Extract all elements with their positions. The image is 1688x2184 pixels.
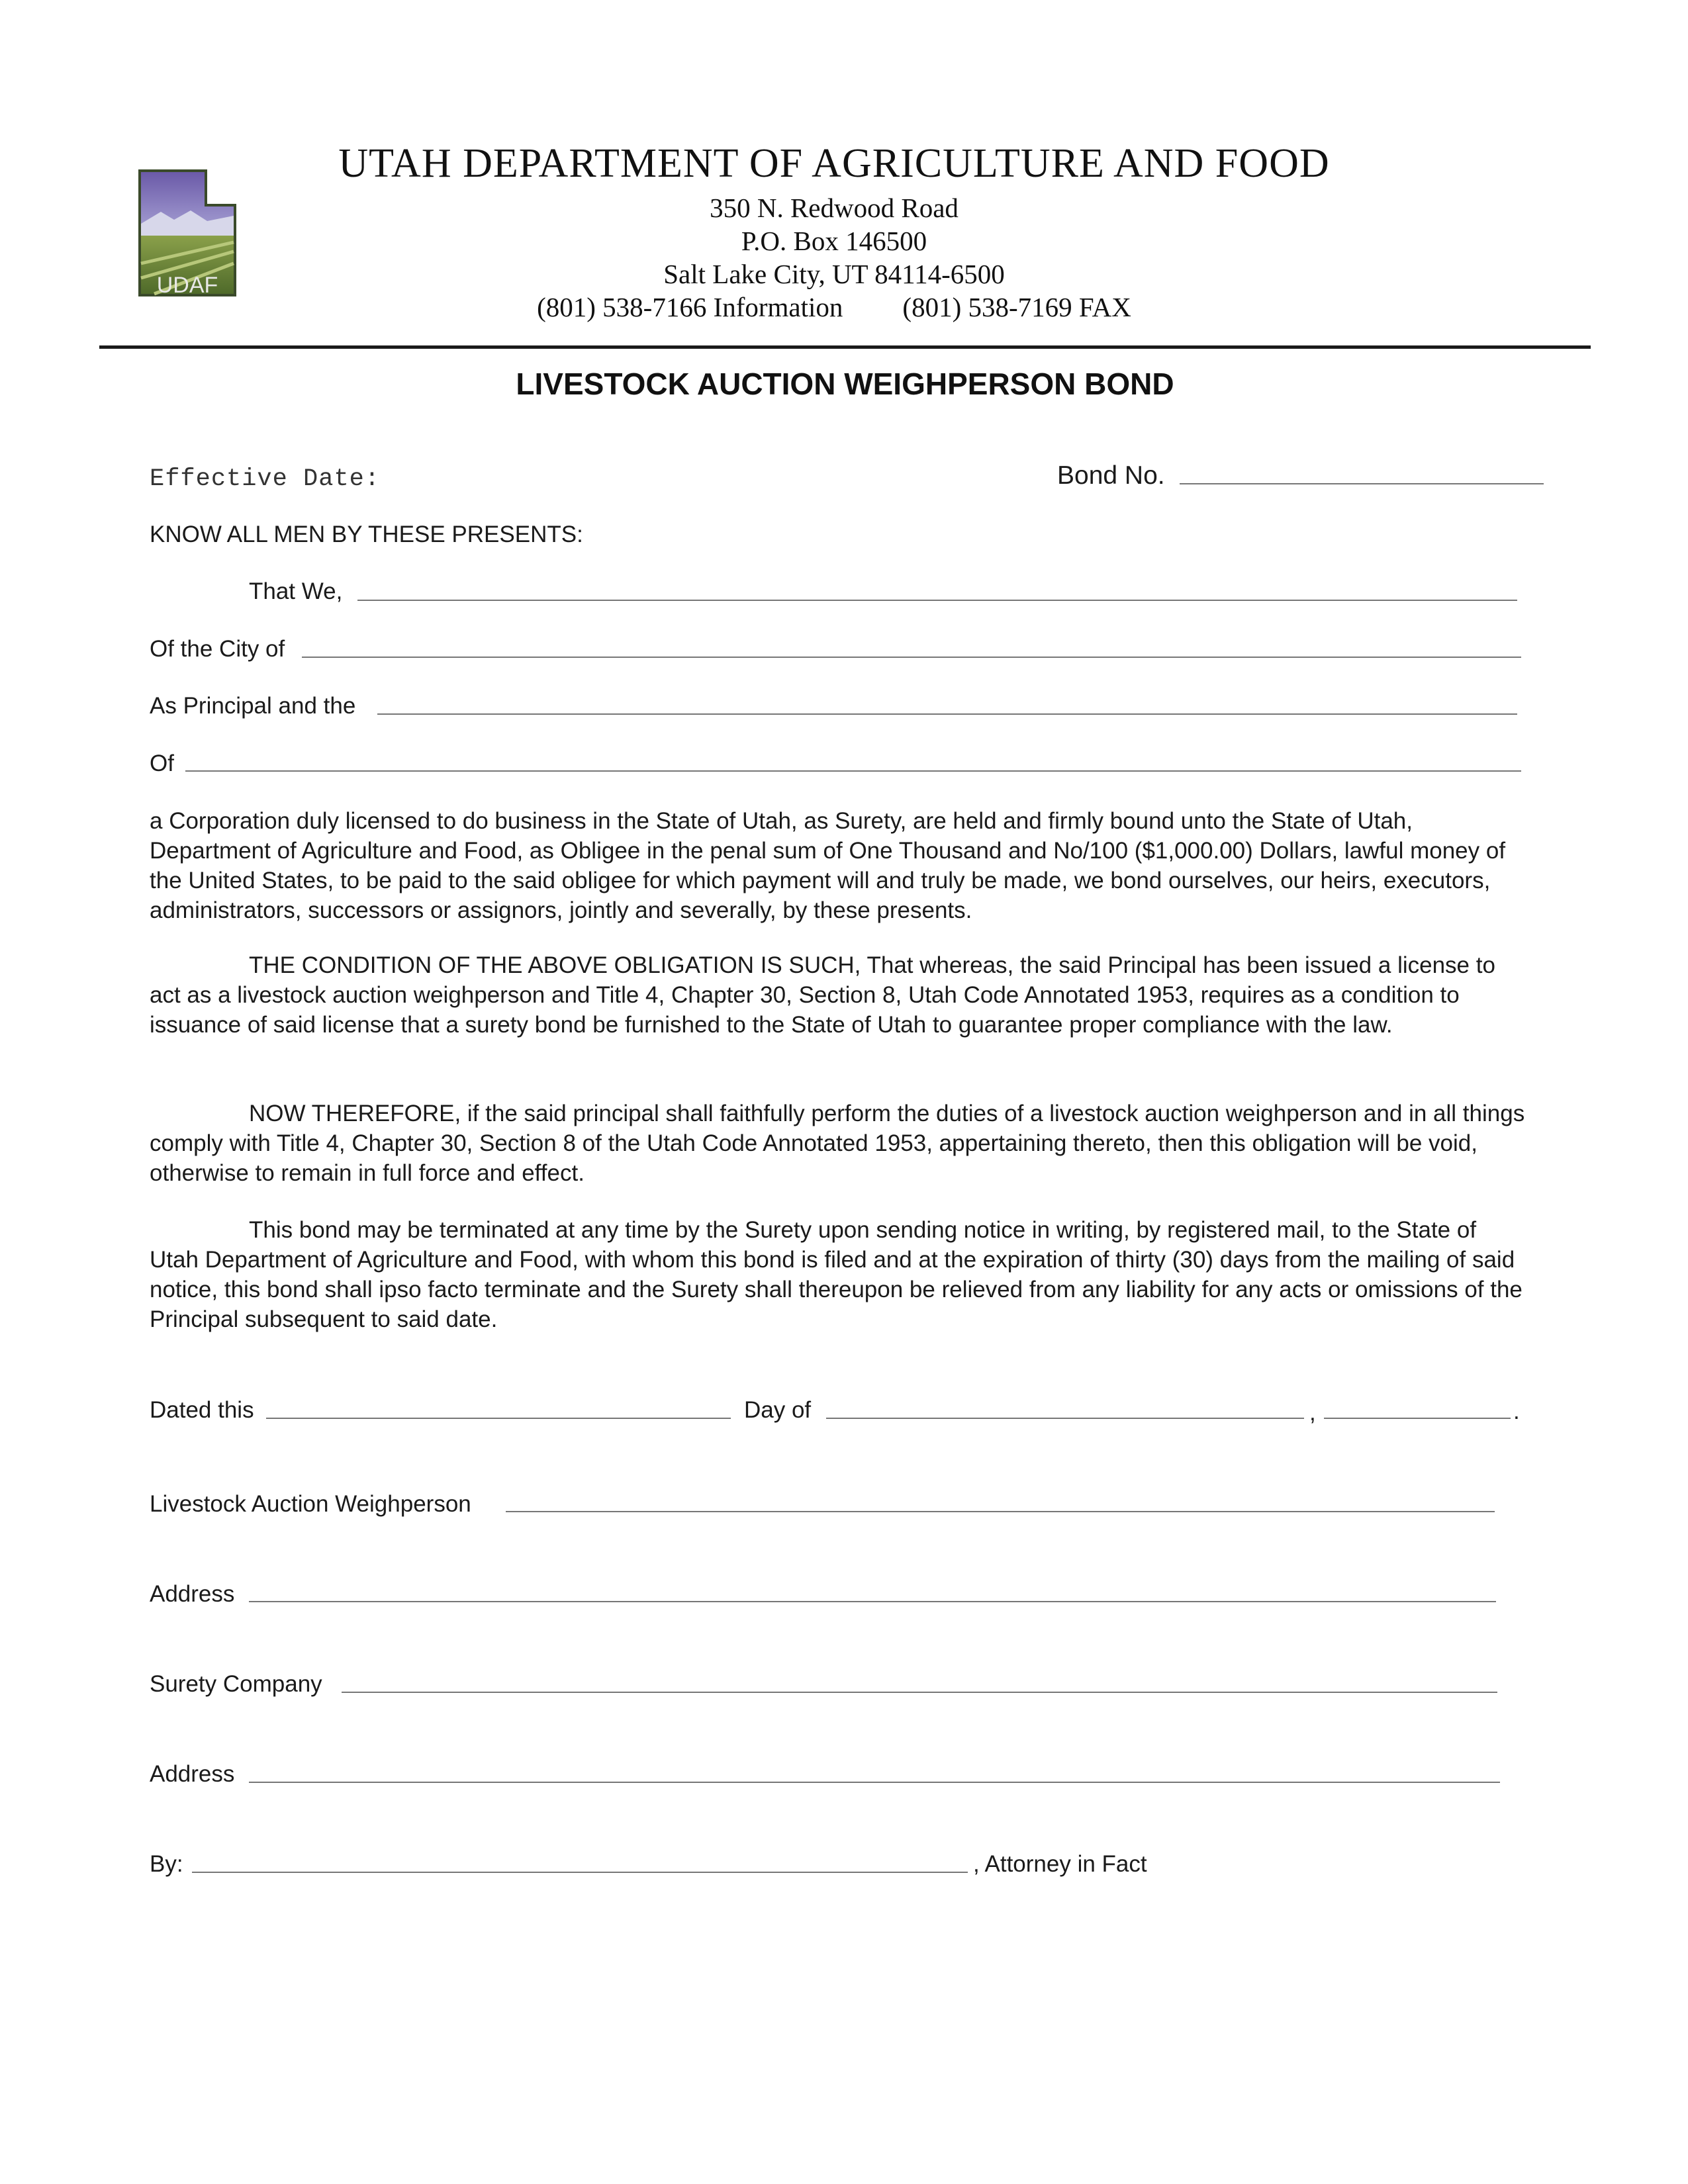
that-we-label: That We, bbox=[249, 578, 343, 604]
surety-location-field[interactable] bbox=[185, 770, 1521, 772]
surety-name-field[interactable] bbox=[377, 713, 1517, 715]
principal-and-label: As Principal and the bbox=[150, 693, 356, 719]
principal-name-field[interactable] bbox=[357, 600, 1517, 601]
termination-paragraph: This bond may be terminated at any time by the Surety upon sending notice in writing, by registered mail, to the State of Utah Department of Agriculture and Food, with whom this bond is filed and at the expiration of thirty (30) days from the mailing of said notice, this bond shall ipso facto terminate and the Surety shall thereupon be relieved from any liability for any acts or omissions of the Principal subsequent to said date. bbox=[150, 1217, 1523, 1332]
logo-text: UDAF bbox=[156, 273, 218, 298]
surety-address-field[interactable] bbox=[249, 1782, 1500, 1783]
weighperson-signature-field[interactable] bbox=[506, 1511, 1495, 1512]
attorney-signature-field[interactable] bbox=[192, 1872, 968, 1873]
dated-month-field[interactable] bbox=[826, 1418, 1304, 1419]
city-label: Of the City of bbox=[150, 636, 285, 662]
surety-company-field[interactable] bbox=[342, 1692, 1497, 1693]
bond-number-label: Bond No. bbox=[1057, 461, 1165, 490]
dated-year-field[interactable] bbox=[1324, 1418, 1511, 1419]
address-label-2: Address bbox=[150, 1761, 235, 1787]
dated-day-field[interactable] bbox=[266, 1418, 731, 1419]
weighperson-address-field[interactable] bbox=[249, 1601, 1496, 1602]
bond-number-field[interactable] bbox=[1180, 483, 1544, 484]
of-label: Of bbox=[150, 751, 174, 776]
phone-fax: (801) 538-7169 FAX bbox=[902, 292, 1131, 322]
address-city: Salt Lake City, UT 84114-6500 bbox=[663, 259, 1005, 289]
phone-numbers bbox=[318, 291, 1350, 323]
page-title: LIVESTOCK AUCTION WEIGHPERSON BOND bbox=[516, 367, 1174, 401]
address-street: 350 N. Redwood Road bbox=[710, 193, 959, 223]
surety-company-label: Surety Company bbox=[150, 1671, 322, 1697]
header-divider bbox=[99, 345, 1591, 349]
address-po-box: P.O. Box 146500 bbox=[741, 226, 927, 256]
condition-paragraph: THE CONDITION OF THE ABOVE OBLIGATION IS SUCH, That whereas, the said Principal has been issued a license to act as a livestock auction weighperson and Title 4, Chapter 30, Section 8, Utah Code Annotated 1953, requires as a condition to issuance of said license that a surety bond be furnished to the State of Utah to guarantee proper compliance with the law. bbox=[150, 952, 1495, 1038]
effective-date-label: Effective Date: bbox=[150, 465, 381, 493]
know-all-heading: KNOW ALL MEN BY THESE PRESENTS: bbox=[150, 522, 583, 547]
organization-name: UTAH DEPARTMENT OF AGRICULTURE AND FOOD bbox=[338, 141, 1330, 186]
surety-paragraph: a Corporation duly licensed to do business in the State of Utah, as Surety, are held and firmly bound unto the State of Utah, Department of Agriculture and Food, as Obligee in the penal sum of One Thousand and No/100 ($1,000.00) Dollars, lawful money of the United States, to be paid to the said obligee for which payment will and truly be made, we bond ourselves, our heirs, executors, administrators, successors or assignors, jointly and severally, by these presents. bbox=[150, 808, 1506, 923]
by-label: By: bbox=[150, 1851, 183, 1877]
city-field[interactable] bbox=[302, 657, 1521, 658]
weighperson-label: Livestock Auction Weighperson bbox=[150, 1491, 471, 1517]
day-of-label: Day of bbox=[744, 1397, 812, 1423]
date-period: . bbox=[1513, 1398, 1520, 1424]
dated-this-label: Dated this bbox=[150, 1397, 254, 1423]
now-therefore-paragraph: NOW THEREFORE, if the said principal shall faithfully perform the duties of a livestock auction weighperson and in all things comply with Title 4, Chapter 30, Section 8 of the Utah Code Annotated 1953, appertaining thereto, then this obligation will be void, otherwise to remain in full force and effect. bbox=[150, 1101, 1525, 1186]
address-label-1: Address bbox=[150, 1581, 235, 1607]
udaf-logo bbox=[134, 164, 240, 300]
date-comma: , bbox=[1309, 1400, 1316, 1426]
attorney-in-fact-label: , Attorney in Fact bbox=[973, 1851, 1147, 1877]
phone-information: (801) 538-7166 Information bbox=[537, 292, 843, 322]
